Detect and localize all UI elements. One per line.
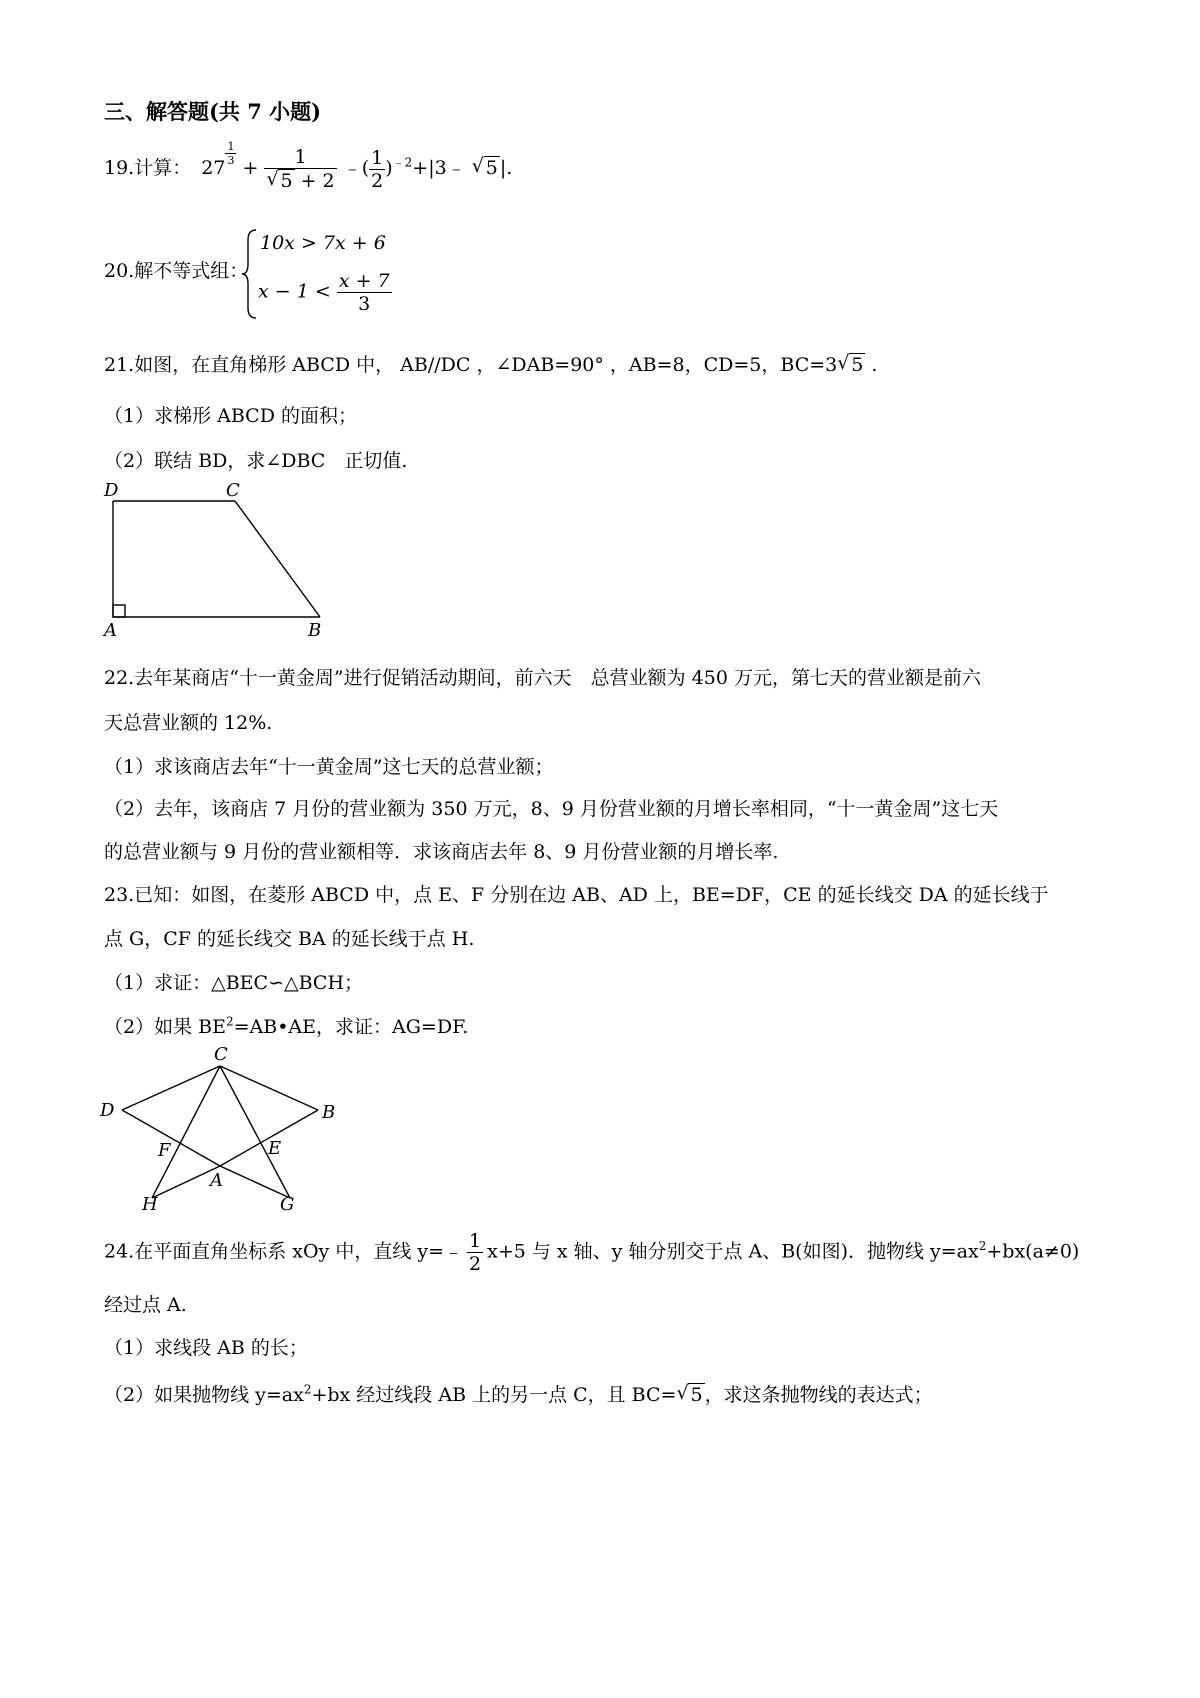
q20-label: 20.解不等式组： bbox=[104, 260, 249, 282]
q19-exponent: $\frac{1}{3}$ bbox=[227, 139, 235, 167]
q19-base: 27 bbox=[201, 157, 226, 179]
label-H: H bbox=[142, 1194, 158, 1212]
q19-label: 19.计算： bbox=[104, 157, 192, 179]
section-title: 三、解答题(共 7 小题) bbox=[104, 99, 322, 124]
label-C: C bbox=[214, 1044, 228, 1065]
edge-AD bbox=[122, 1110, 220, 1166]
q19-neg-exp: ﹣2 bbox=[392, 155, 413, 170]
q23-rhombus-figure bbox=[96, 1040, 356, 1212]
edge-CB bbox=[235, 501, 320, 617]
q19-sqrt5: √ 5 bbox=[471, 155, 498, 179]
q22-line1: 22.去年某商店“十一黄金周”进行促销活动期间，前六天 总营业额为 450 万元，第七天的营业额是前六 bbox=[104, 667, 981, 689]
q23-part2: （2）如果 $BE^2=AB•AE$，求证：AG=DF. bbox=[104, 1014, 469, 1038]
q24-part2: （2）如果抛物线 $y=ax^2+bx$ 经过线段 AB 上的另一点 C，且 BC= √ 5 ，求这条抛物线的表达式； bbox=[104, 1382, 933, 1406]
q19-abs: +|3﹣ bbox=[412, 157, 466, 179]
edge-CB bbox=[220, 1066, 318, 1110]
label-A: A bbox=[104, 620, 117, 641]
label-D: D bbox=[100, 1100, 115, 1121]
edge-DC bbox=[122, 1066, 220, 1110]
q22-line2: 天总营业额的 12%. bbox=[104, 712, 273, 734]
q21-part2: （2）联结 BD，求∠DBC 正切值. bbox=[104, 450, 408, 472]
q20-ineq1: 10x > 7x + 6 bbox=[260, 232, 386, 254]
q19-minus: ﹣( bbox=[342, 157, 370, 179]
q20-ineq2: x − 1 < $\frac{x + 7}{3}$ bbox=[258, 270, 390, 315]
q22-part2-b: 的总营业额与 9 月份的营业额相等．求该商店去年 8、9 月份营业额的月增长率. bbox=[104, 841, 779, 863]
label-E: E bbox=[268, 1138, 282, 1159]
q20-brace bbox=[240, 228, 260, 320]
q19-fraction: 1 √ 5 + 2 bbox=[266, 146, 335, 192]
q22-part1: （1）求该商店去年“十一黄金周”这七天的总营业额； bbox=[104, 756, 554, 778]
label-A: A bbox=[210, 1170, 223, 1191]
q23-line2: 点 G，CF 的延长线交 BA 的延长线于点 H. bbox=[104, 928, 475, 950]
q21-stem: 21.如图，在直角梯形 ABCD 中， AB//DC ，∠DAB=90° ，AB=8，CD=5，BC=3 √ 5 . bbox=[104, 352, 878, 376]
question-19: 19.计算： 27 $\frac{1}{3}$ + 1 √ 5 + 2 ﹣( $\frac{1}{2}$ )$^{﹣2}$+|3﹣ √ 5 |. bbox=[104, 139, 513, 192]
q23-line1: 23.已知：如图，在菱形 ABCD 中，点 E、F 分别在边 AB、AD 上，BE=DF，CE 的延长线交 DA 的延长线于 bbox=[104, 884, 1049, 906]
q19-plus: + bbox=[242, 157, 259, 179]
q24-line2: 经过点 A. bbox=[104, 1294, 187, 1316]
q19-half: $\frac{1}{2}$ bbox=[371, 146, 384, 192]
q21-trapezoid-figure bbox=[100, 478, 340, 643]
right-angle-mark bbox=[113, 605, 125, 617]
q23-part1: （1）求证：△BEC∽△BCH； bbox=[104, 972, 364, 994]
label-B: B bbox=[308, 620, 322, 641]
label-C: C bbox=[226, 480, 240, 501]
q24-part1: （1）求线段 AB 的长； bbox=[104, 1337, 308, 1359]
label-F: F bbox=[158, 1140, 171, 1161]
q24-line1: 24.在平面直角坐标系 xOy 中，直线 y=﹣ $\frac{1}{2}$ x+5 与 x 轴、y 轴分别交于点 A、B(如图)．抛物线 $y=ax^2+bx(a\ne 0)$ bbox=[104, 1230, 1080, 1275]
label-D: D bbox=[104, 480, 119, 501]
label-B: B bbox=[322, 1102, 336, 1123]
q21-part1: （1）求梯形 ABCD 的面积； bbox=[104, 405, 357, 427]
q22-part2-a: （2）去年，该商店 7 月份的营业额为 350 万元，8、9 月份营业额的月增长率相同，“十一黄金周”这七天 bbox=[104, 798, 999, 820]
label-G: G bbox=[280, 1194, 295, 1212]
